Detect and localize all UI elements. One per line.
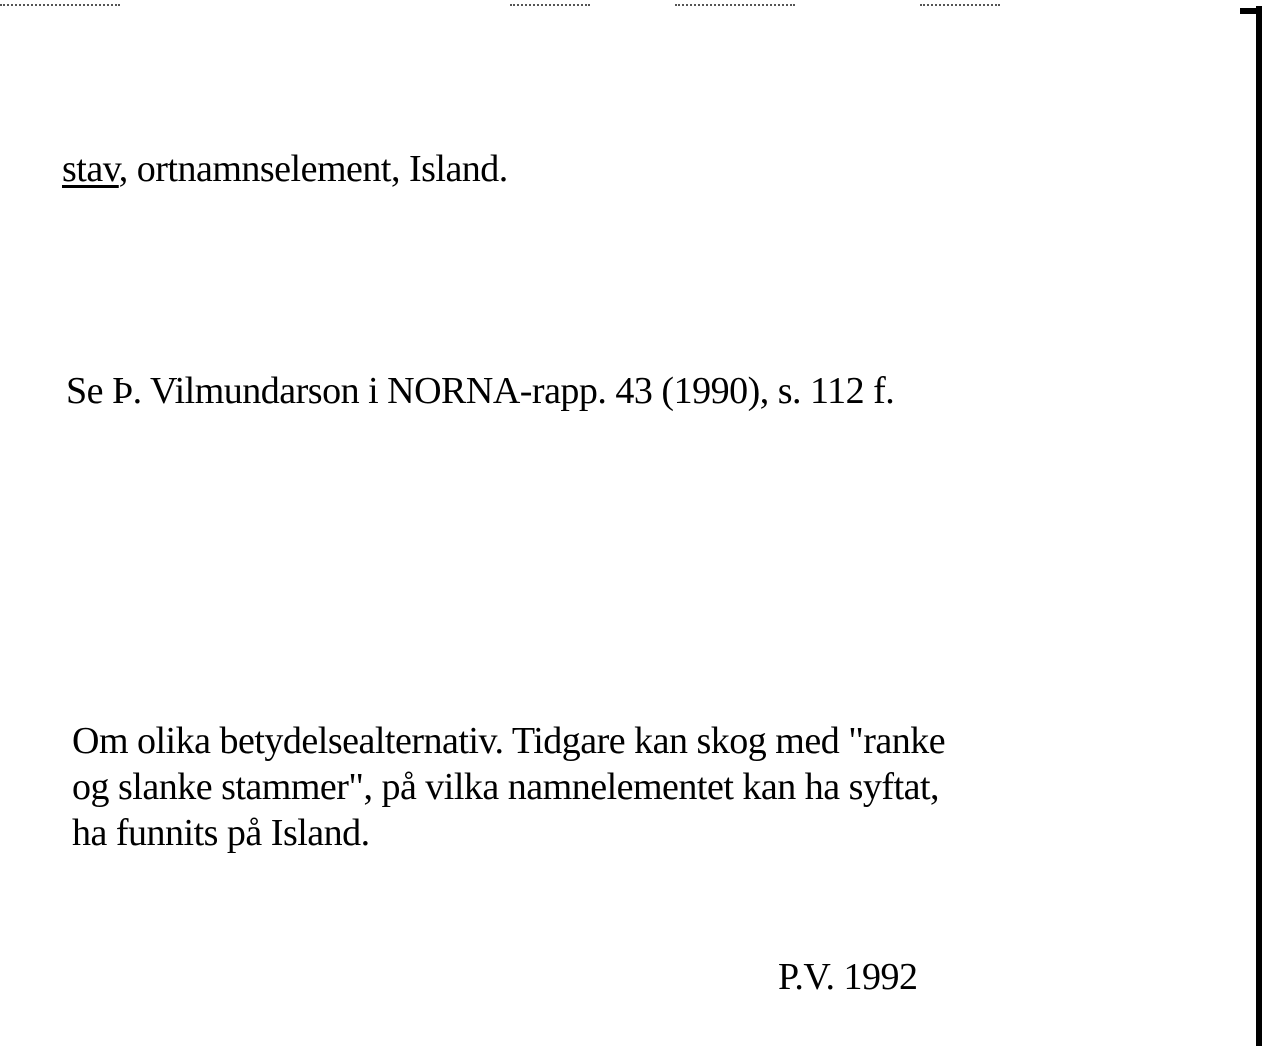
scan-artifact bbox=[510, 4, 590, 8]
explanatory-note bbox=[72, 718, 945, 856]
headword-description: , ortnamnselement, Island. bbox=[118, 148, 508, 190]
headword: stav bbox=[62, 148, 119, 190]
signature: P.V. 1992 bbox=[778, 956, 918, 998]
note-line: og slanke stammer", på vilka namnelementet kan ha syftat, bbox=[72, 766, 940, 808]
scan-artifact bbox=[675, 4, 795, 8]
source-reference: Se Þ. Vilmundarson i NORNA-rapp. 43 (1990), s. 112 f. bbox=[66, 370, 895, 412]
entry-heading bbox=[62, 150, 508, 188]
note-line: Om olika betydelsealternativ. Tidgare kan skog med "ranke bbox=[72, 720, 946, 762]
slip-corner-mark bbox=[1240, 8, 1262, 14]
slip-right-border bbox=[1256, 6, 1262, 1046]
scan-artifact bbox=[920, 4, 1000, 8]
scan-artifact bbox=[0, 4, 120, 8]
note-line: ha funnits på Island. bbox=[72, 812, 370, 854]
